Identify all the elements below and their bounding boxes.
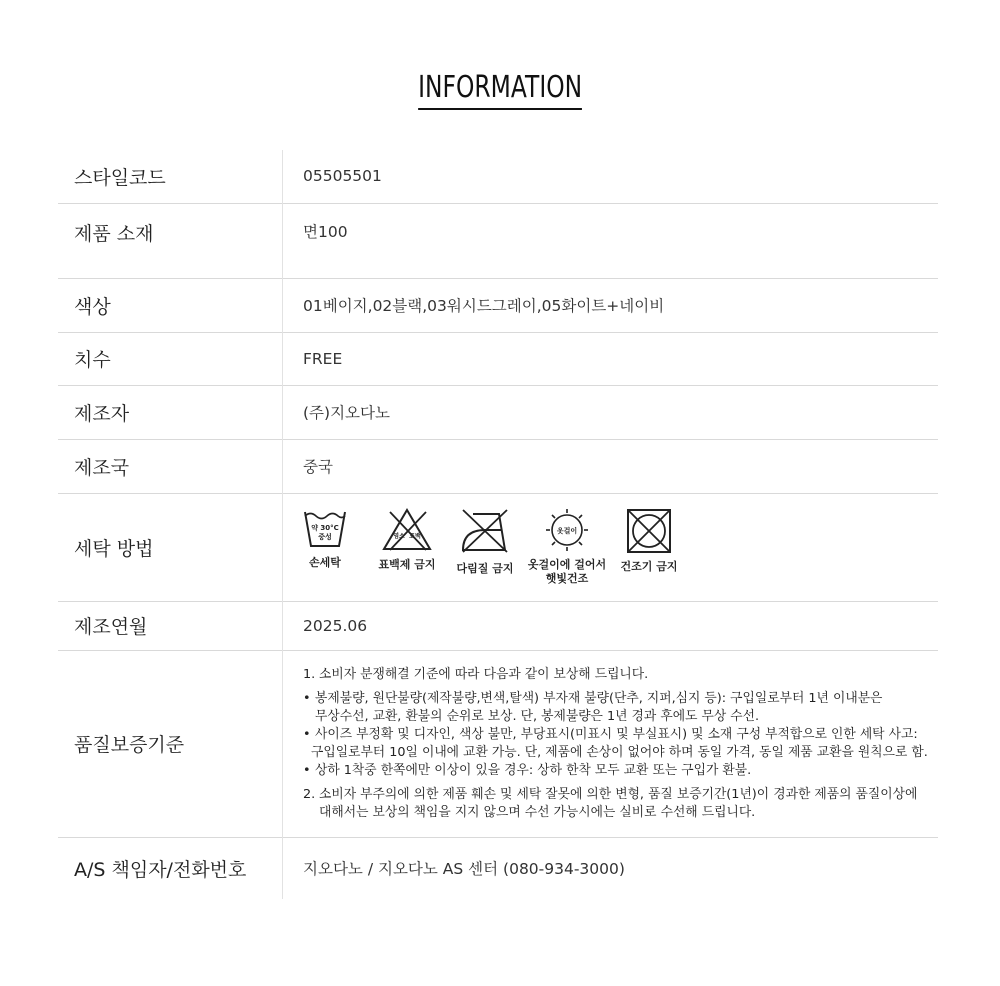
no-iron-icon [459,508,511,556]
quality-bullet-3-line-1: 상하 1착중 한쪽에만 이상이 있을 경우: 상하 한착 모두 교환 또는 구입가 환불. [315,762,752,778]
value-color: 01베이지,02블랙,03워시드그레이,05화이트+네이비 [303,297,665,315]
value-date: 2025.06 [303,616,368,635]
row-size [58,332,938,385]
quality-bullet-2-line-2: 구입일로부터 10일 이내에 교환 가능. 단, 제품에 손상이 없어야 하며 동일 가격, 동일 제품 교환을 원칙으로 함. [311,744,928,760]
quality-bullet-1-line-1: 봉제불량, 원단불량(제작불량,변색,탈색) 부자재 불량(단추, 지퍼,심지 등): 구입일로부터 1년 이내분은 [315,690,883,706]
quality-item-2-line-2: 대해서는 보상의 책임을 지지 않으며 수선 가능시에는 실비로 수선해 드립니다. [319,804,756,820]
quality-text [303,666,938,822]
hand-wash-detergent: 중성 [318,533,332,541]
quality-item-1-num: 1. [303,666,316,682]
value-size: FREE [303,349,343,368]
label-size: 치수 [58,332,283,385]
no-bleach-text-1: 염소 [393,533,405,540]
wash-hang-dry [527,508,607,586]
quality-bullets [303,690,938,780]
value-material: 면100 [303,222,348,241]
row-wash [58,493,938,601]
no-bleach-text-2: 표백 [409,533,421,540]
product-info-table [58,150,938,899]
wash-no-tumble-dry [619,508,679,574]
wash-no-bleach [377,508,437,572]
value-country: 중국 [303,458,333,476]
wash-hand [303,508,347,570]
quality-item-1 [303,666,938,684]
row-style-code [58,150,938,203]
page-title: INFORMATION [418,70,582,110]
value-maker: (주)지오다노 [303,404,390,422]
hand-wash-caption: 손세탁 [309,556,341,569]
row-maker [58,385,938,439]
hang-dry-caption-2: 햇빛건조 [545,572,589,585]
wash-icons [303,508,938,586]
value-style-code: 05505501 [303,167,382,186]
row-quality [58,650,938,837]
hang-dry-text: 옷걸이 [556,527,578,535]
quality-item-2-line-1: 소비자 부주의에 의한 제품 훼손 및 세탁 잘못에 의한 변형, 품질 보증기간(1년)이 경과한 제품의 품질이상에 [319,786,918,802]
hand-wash-icon [303,508,347,550]
value-wash [283,493,939,601]
label-date: 제조연월 [58,601,283,650]
hang-dry-shade-icon [542,508,592,552]
label-as: A/S 책임자/전화번호 [58,837,283,899]
quality-item-2-num: 2. [303,786,316,802]
quality-item-1-text: 소비자 분쟁해결 기준에 따라 다음과 같이 보상해 드립니다. [319,666,649,682]
row-country [58,439,938,493]
quality-bullet-1 [303,690,938,726]
hang-dry-caption-1: 옷걸이에 걸어서 [527,558,607,571]
label-country: 제조국 [58,439,283,493]
quality-bullet-1-line-2: 무상수선, 교환, 환불의 순위로 보상. 단, 봉제불량은 1년 경과 후에도 무상 수선. [315,708,760,724]
value-as: 지오다노 / 지오다노 AS 센터 (080-934-3000) [303,860,625,879]
quality-bullet-3 [303,762,938,780]
label-style-code: 스타일코드 [58,150,283,203]
no-tumble-dry-caption: 건조기 금지 [620,560,678,573]
quality-bullet-2-line-1: 사이즈 부정확 및 디자인, 색상 불만, 부당표시(미표시 및 부실표시) 및 소재 구성 부적합으로 인한 세탁 사고: [315,726,918,742]
no-bleach-icon [381,508,433,552]
label-quality: 품질보증기준 [58,650,283,837]
quality-bullet-2 [303,726,938,762]
label-material: 제품 소재 [58,203,283,278]
no-bleach-caption: 표백제 금지 [378,558,436,571]
no-iron-caption: 다림질 금지 [456,562,514,575]
wash-no-iron [455,508,515,576]
quality-item-2 [303,786,938,822]
value-quality [283,650,939,837]
hand-wash-temp: 약 30°C [311,524,339,532]
label-wash: 세탁 방법 [58,493,283,601]
row-material [58,203,938,278]
row-as [58,837,938,899]
no-tumble-dry-icon [626,508,672,554]
label-color: 색상 [58,278,283,332]
label-maker: 제조자 [58,385,283,439]
row-date [58,601,938,650]
row-color [58,278,938,332]
